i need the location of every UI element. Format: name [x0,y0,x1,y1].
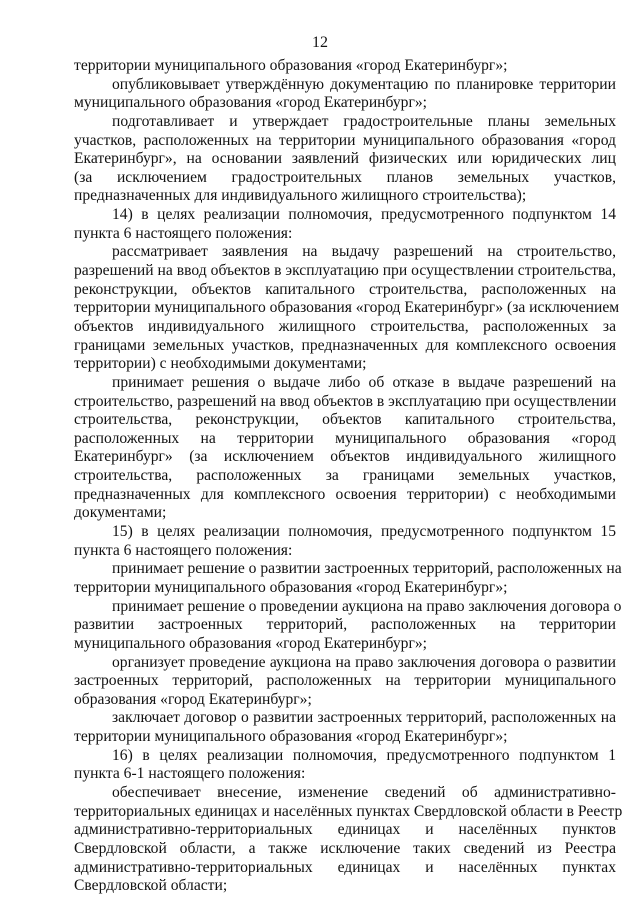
text-line: реконструкции, объектов капитального строительства, расположенных на [74,280,616,298]
text-line: Екатеринбург», на основании заявлений физических или юридических лиц [74,150,616,168]
text-line: документами; [74,504,167,522]
text-line: строительство, разрешений на ввод объектов в эксплуатацию при осуществлении [74,392,617,410]
text-line: муниципального образования «город Екатеринбург»; [74,94,427,112]
text-line: обеспечивает внесение, изменение сведений об административно- [112,783,616,801]
text-line: Свердловской области, а также исключение таких сведений из Реестра [74,839,616,857]
text-line: застроенных территорий, расположенных на территории муниципального [74,672,616,690]
text-line: границами земельных участков, предназначенных для комплексного освоения [74,336,616,354]
document-body [74,57,623,896]
text-line: территории муниципального образования «город Екатеринбург»; [74,578,508,596]
text-line: Свердловской области; [74,877,228,895]
text-line: (за исключением градостроительных планов земельных участков, [74,168,616,186]
text-line: территории муниципального образования «город Екатеринбург»; [74,57,508,74]
text-line: строительства, реконструкции, объектов капитального строительства, [74,411,616,429]
text-line: развитии застроенных территорий, расположенных на территории [74,616,616,634]
text-line: расположенных на территории муниципального образования «город [74,429,616,447]
text-line: предназначенных для комплексного освоения территории) с необходимыми [74,485,616,503]
text-line: территории муниципального образования «город Екатеринбург» (за исключением [74,299,620,317]
text-line: 15) в целях реализации полномочия, предусмотренного подпунктом 15 [112,523,616,541]
text-line: подготавливает и утверждает градостроительные планы земельных [112,112,616,130]
text-line: объектов индивидуального жилищного строительства, расположенных за [74,317,616,335]
text-line: Екатеринбург» (за исключением объектов индивидуального жилищного [74,448,616,466]
text-line: административно-территориальных единицах и населённых пунктов [74,821,616,839]
text-line: принимает решения о выдаче либо об отказе в выдаче разрешений на [112,373,616,391]
text-line: пункта 6 настоящего положения: [74,541,293,559]
text-line: 14) в целях реализации полномочия, предусмотренного подпунктом 14 [112,206,616,224]
text-line: территории муниципального образования «город Екатеринбург»; [74,728,508,746]
text-line: принимает решение о развитии застроенных территорий, расположенных на [112,560,622,578]
text-line: заключает договор о развитии застроенных территорий, расположенных на [112,709,616,727]
text-line: образования «город Екатеринбург»; [74,690,312,708]
text-line: опубликовывает утверждённую документацию по планировке территории [112,75,616,93]
text-line: территориальных единицах и населённых пунктах Свердловской области в Реестр [74,802,623,820]
text-line: участков, расположенных на территории муниципального образования «город [74,131,616,149]
text-line: организует проведение аукциона на право заключения договора о развитии [112,653,616,671]
text-line: строительства, расположенных за границами земельных участков, [74,467,616,485]
text-line: пункта 6-1 настоящего положения: [74,765,306,783]
text-line: 16) в целях реализации полномочия, предусмотренного подпунктом 1 [112,746,616,764]
text-line: территории) с необходимыми документами; [74,355,367,373]
text-line: разрешений на ввод объектов в эксплуатацию при осуществлении строительства, [74,262,616,280]
page-number: 12 [312,34,328,51]
text-line: муниципального образования «город Екатеринбург»; [74,634,427,652]
text-line: пункта 6 настоящего положения: [74,224,293,242]
text-line: рассматривает заявления на выдачу разрешений на строительство, [112,243,616,261]
text-line: принимает решение о проведении аукциона на право заключения договора о [112,597,622,615]
text-line: административно-территориальных единицах и населённых пунктах [74,858,616,876]
text-line: предназначенных для индивидуального жилищного строительства); [74,187,527,205]
